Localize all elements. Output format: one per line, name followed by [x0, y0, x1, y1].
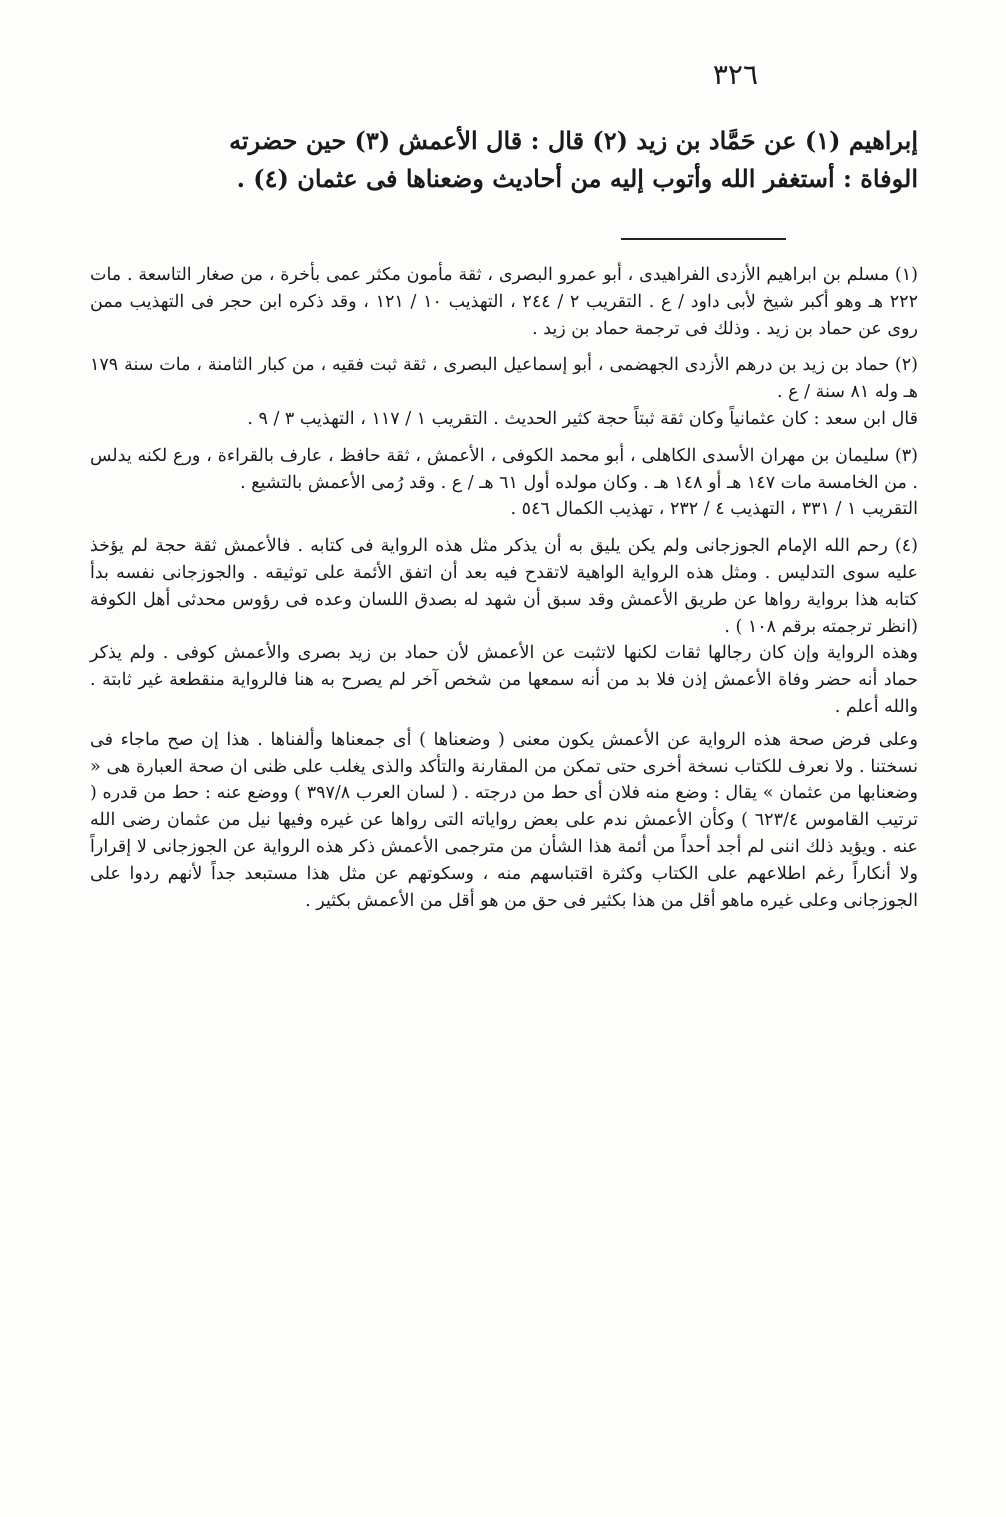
footnote-2: (٢) حماد بن زيد بن درهم الأزدى الجهضمى ، أبو إسماعيل البصرى ، ثقة ثبت فقيه ، من كبار الثامنة ، مات سنة ١٧٩ هـ وله ٨١ سنة / ع .	[90, 355, 918, 403]
footnote-divider	[621, 238, 786, 240]
footnote-4: (٤) رحم الله الإمام الجوزجانى ولم يكن يليق به أن يذكر مثل هذه الرواية فى كتابه . فالأعمش ثقة حجة لم يؤخذ عليه سوى التدليس . ومثل هذه الرواية الواهية لاتقدح فيه بعد أن اتفق الأئمة على توثيقه . والجوزجانى نفسه بدأ كتابه هذا برواية رواها عن طريق الأعمش وقد سبق أن شهد له بصدق اللسان وعده فى رؤوس محدثى أهل الكوفة (انظر ترجمته برقم ١٠٨ ) .	[90, 536, 918, 637]
main-text-line: الوفاة : أستغفر الله وأتوب إليه من أحاديث وضعناها فى عثمان (٤) .	[236, 164, 918, 193]
page-number: ٣٢٦	[712, 58, 758, 91]
footnote-3: (٣) سليمان بن مهران الأسدى الكاهلى ، أبو محمد الكوفى ، الأعمش ، ثقة حافظ ، عارف بالقراءة ، ورع لكنه يدلس . من الخامسة مات ١٤٧ هـ أو ١٤٨ هـ . وكان مولده أول ٦١ هـ / ع . وقد رُمى الأعمش بالتشيع .	[90, 445, 918, 493]
main-text	[88, 122, 918, 198]
footnotes	[90, 262, 918, 920]
main-text-line: إبراهيم (١) عن حَمَّاد بن زيد (٢) قال : قال الأعمش (٣) حين حضرته	[229, 126, 918, 155]
footnote-2-continuation: قال ابن سعد : كان عثمانياً وكان ثقة ثبتاً حجة كثير الحديث . التقريب ١ / ١١٧ ، التهذيب ٣ / ٩ .	[247, 408, 918, 429]
footnote-4-paragraph-3: وعلى فرض صحة هذه الرواية عن الأعمش يكون معنى ( وضعناها ) أى جمعناها وألفناها . هذا إن صح ماجاء فى نسختنا . ولا نعرف للكتاب نسخة أخرى حتى تمكن من المقارنة والتأكد والذى يغلب على ظنى ان صحة العبارة هى « وضعنابها من عثمان » يقال : وضع منه فلان أى حط من درجته . ( لسان العرب ٣٩٧/٨ ) ووضع عنه : حط من قدره ( ترتيب القاموس ٦٢٣/٤ ) وكأن الأعمش ندم على بعض رواياته التى رواها عن غيره وفيها نيل من عثمان رضى الله عنه . ويؤيد ذلك اننى لم أجد أحداً من أئمة هذا الشأن من مترجمى الأعمش ذكر هذه الرواية عن الجوزجانى لا إقراراً ولا أنكاراً رغم اطلاعهم على الكتاب وكثرة اقتباسهم منه ، وسكوتهم عن مثل هذا مستبعد جداً لأنهم ردوا على الجوزجانى وعلى غيره ماهو أقل من هذا بكثير فى حق من هو أقل من الأعمش بكثير .	[90, 729, 918, 911]
footnote-3-continuation: التقريب ١ / ٣٣١ ، التهذيب ٤ / ٢٣٢ ، تهذيب الكمال ٥٤٦ .	[510, 499, 918, 520]
footnote-1: (١) مسلم بن ابراهيم الأزدى الفراهيدى ، أبو عمرو البصرى ، ثقة مأمون مكثر عمى بأخرة ، من صغار التاسعة . مات ٢٢٢ هـ وهو أكبر شيخ لأبى داود / ع . التقريب ٢ / ٢٤٤ ، التهذيب ١٠ / ١٢١ ، وقد ذكره ابن حجر فى التهذيب ممن روى عن حماد بن زيد . وذلك فى ترجمة حماد بن زيد .	[90, 265, 918, 339]
footnote-4-paragraph-2: وهذه الرواية وإن كان رجالها ثقات لكنها لاتثبت عن الأعمش لأن حماد بن زيد بصرى والأعمش كوفى . ولم يذكر حماد أنه حضر وفاة الأعمش إذن فلا بد من أنه سمعها من شخص آخر لم يصرح به هنا فالرواية منقطعة غير ثابتة . والله أعلم .	[90, 643, 918, 717]
